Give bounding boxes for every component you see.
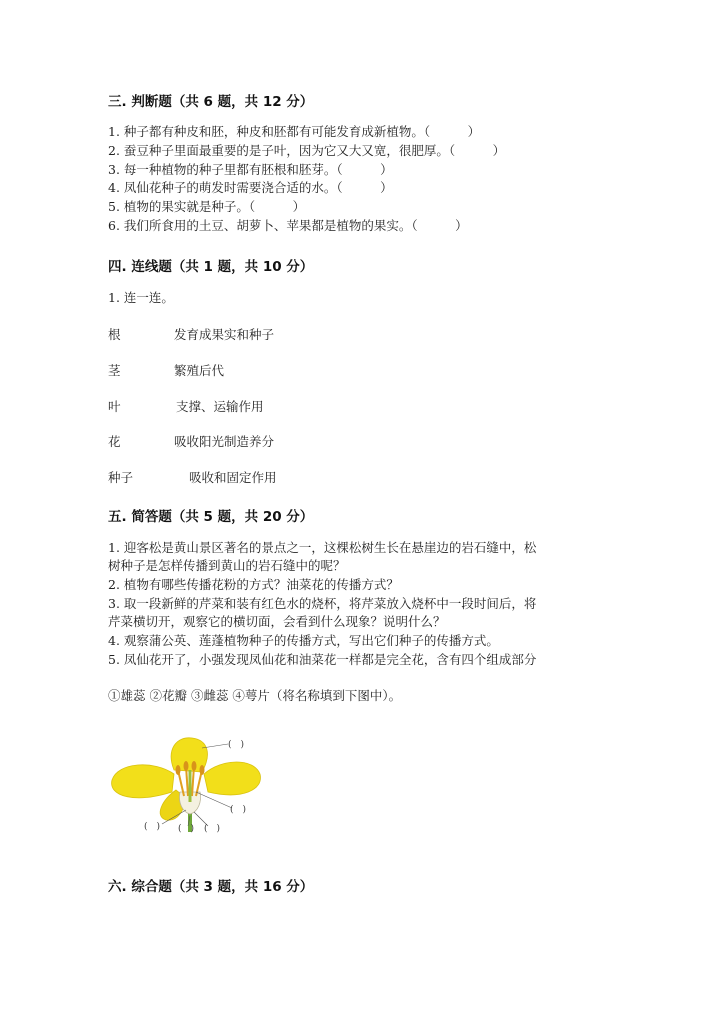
match-left-item: 种子 <box>108 470 134 485</box>
anther <box>192 761 197 771</box>
petal-right <box>204 762 260 795</box>
short-answer-line: 3. 取一段新鲜的芹菜和装有红色水的烧杯，将芹菜放入烧杯中一段时间后，将 <box>108 596 537 611</box>
match-right-item: 吸收阳光制造养分 <box>174 434 275 449</box>
flower-parts-options: ①雄蕊 ②花瓣 ③雌蕊 ④萼片（将名称填到下图中）。 <box>108 688 402 703</box>
section-5-heading: 五. 简答题（共 5 题，共 20 分） <box>108 509 314 525</box>
match-right-item: 支撑、运输作用 <box>176 399 264 414</box>
matching-intro: 1. 连一连。 <box>108 290 174 305</box>
section-4-heading: 四. 连线题（共 1 题，共 10 分） <box>108 259 314 275</box>
judge-question-3: 3. 每一种植物的种子里都有胚根和胚芽。（ ） <box>108 162 393 177</box>
short-answer-line: 树种子是怎样传播到黄山的岩石缝中的呢？ <box>108 558 346 573</box>
judge-question-1: 1. 种子都有种皮和胚，种皮和胚都有可能发育成新植物。（ ） <box>108 124 481 139</box>
rapeseed-flower-diagram <box>104 730 274 840</box>
match-left-item: 茎 <box>108 363 121 378</box>
match-right-item: 发育成果实和种子 <box>174 327 275 342</box>
anther <box>200 765 205 775</box>
section-6-heading: 六. 综合题（共 3 题，共 16 分） <box>108 879 314 895</box>
short-answer-line: 2. 植物有哪些传播花粉的方式？油菜花的传播方式？ <box>108 577 399 592</box>
blank-label: ( ) <box>204 824 221 834</box>
match-right-item: 吸收和固定作用 <box>189 470 277 485</box>
blank-label: ( ) <box>144 822 161 832</box>
short-answer-line: 芹菜横切开，观察它的横切面，会看到什么现象？说明什么？ <box>108 614 446 629</box>
short-answer-line: 4. 观察蒲公英、莲蓬植物种子的传播方式，写出它们种子的传播方式。 <box>108 633 499 648</box>
match-left-item: 花 <box>108 434 121 449</box>
anther <box>176 765 181 775</box>
short-answer-line: 1. 迎客松是黄山景区著名的景点之一，这棵松树生长在悬崖边的岩石缝中，松 <box>108 540 537 555</box>
blank-label: ( ) <box>178 824 195 834</box>
judge-question-6: 6. 我们所食用的土豆、胡萝卜、苹果都是植物的果实。（ ） <box>108 218 468 233</box>
match-right-item: 繁殖后代 <box>174 363 225 378</box>
match-left-item: 根 <box>108 327 121 342</box>
judge-question-4: 4. 凤仙花种子的萌发时需要浇合适的水。（ ） <box>108 180 393 195</box>
judge-question-2: 2. 蚕豆种子里面最重要的是子叶，因为它又大又宽，很肥厚。（ ） <box>108 143 506 158</box>
blank-label: ( ) <box>228 740 245 750</box>
short-answer-line: 5. 凤仙花开了，小强发现凤仙花和油菜花一样都是完全花，含有四个组成部分 <box>108 652 537 667</box>
blank-label: ( ) <box>230 805 247 815</box>
petal-left <box>112 765 174 798</box>
anther <box>184 761 189 771</box>
section-3-heading: 三. 判断题（共 6 题，共 12 分） <box>108 94 314 110</box>
judge-question-5: 5. 植物的果实就是种子。（ ） <box>108 199 306 214</box>
match-left-item: 叶 <box>108 399 121 414</box>
